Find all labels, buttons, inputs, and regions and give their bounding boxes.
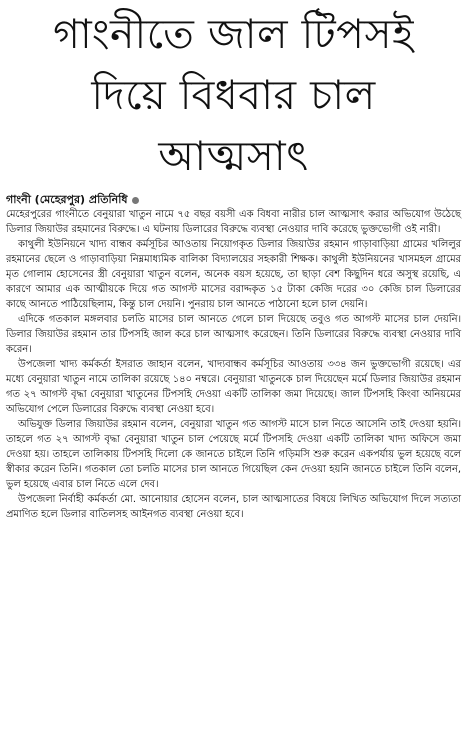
article-body (6, 207, 461, 522)
article-paragraph: অভিযুক্ত ডিলার জিয়াউর রহমান বলেন, বেনুয়ারা খাতুন গত আগস্ট মাসে চাল নিতে আসেনি তাই দেওয়া হয়নি। তাহলে গত ২৭ আগস্ট বৃদ্ধা বেনুয়ারা খাতুন চাল পেয়েছে মর্মে টিপসহি দেওয়া একটি তালিকা খাদ্য অফিসে জমা দেওয়া হয়। তাহলে তালিকায় টিপসহি দিলো কে জানতে চাইলে তিনি গড়িমসি শুরু করেন একপর্যায় ভুল হয়েছে বলে স্বীকার করেন তিনি। গতকাল তো চলতি মাসের চাল আনতে গিয়েছিল কেন দেওয়া হয়নি জানতে চাইলে তিনি বলেন, ভুল হয়েছে এবার চাল নিতে এলে দেব। (6, 419, 461, 490)
bullet-dot-icon (132, 197, 139, 204)
headline-line-1: গাংনীতে জাল টিপসই (53, 10, 414, 58)
headline (6, 0, 461, 187)
article-paragraph: মেহেরপুরের গাংনীতে বেনুয়ারা খাতুন নামে ৭৫ বছর বয়সী এক বিধবা নারীর চাল আত্মসাৎ করার অভিযোগ উঠেছে ডিলার জিয়াউর রহমানের বিরুদ্ধে। এ ঘটনায় ডিলারের বিরুদ্ধে ব্যবস্থা নেওয়ার দাবি করেছে ভুক্তভোগী ওই নারী। (6, 209, 461, 235)
byline-text: গাংনী (মেহেরপুর) প্রতিনিধি (6, 193, 128, 206)
article-paragraph: কাথুলী ইউনিয়নে খাদ্য বান্ধব কর্মসূচির আওতায় নিয়োগকৃত ডিলার জিয়াউর রহমান গাড়াবাড়িয়া গ্রামের খলিলুর রহমানের ছেলে ও গাড়াবাড়িয়া নিম্নমাধ্যমিক বালিকা বিদ্যালয়ের সহকারী শিক্ষক। কাথুলী ইউনিয়নের খাসমহল গ্রামের মৃত গোলাম হোসেনের স্ত্রী বেনুয়ারা খাতুন বলেন, অনেক বয়স হয়েছে, তা ছাড়া বেশ কিছুদিন ধরে অসুস্থ রয়েছি, এ কারণে আমার এক আত্মীয়কে দিয়ে গত আগস্ট মাসের বরাদ্দকৃত ১৫ টাকা কেজি দরের ৩০ কেজি চাল ডিলারের কাছে আনতে পাঠিয়েছিলাম, কিন্তু চাল দেয়নি। পুনরায় চাল আনতে পাঠানো হলে চাল দেয়নি। (6, 239, 461, 310)
headline-line-3: আত্মসাৎ (158, 132, 309, 180)
article-paragraph: উপজেলা খাদ্য কর্মকর্তা ইসরাত জাহান বলেন, খাদ্যবান্ধব কর্মসূচির আওতায় ৩৩৪ জন ভুক্তভোগী রয়েছে। এর মধ্যে বেনুয়ারা খাতুন নামে তালিকা রয়েছে ১৪০ নম্বরে। বেনুয়ারা খাতুনকে চাল দিয়েছেন মর্মে ডিলার জিয়াউর রহমান গত ২৭ আগস্ট বৃদ্ধা বেনুয়ারা খাতুনের টিপসহি দেওয়া একটি তালিকা জমা দিয়েছে। জাল টিপসহি কিংবা অনিয়মের অভিযোগ পেলে ডিলারের বিরুদ্ধে ব্যবস্থা নেওয়া হবে। (6, 359, 461, 415)
byline (6, 192, 461, 207)
article-paragraph: উপজেলা নির্বাহী কর্মকর্তা মো. আনোয়ার হোসেন বলেন, চাল আত্মসাতের বিষয়ে লিখিত অভিযোগ দিলে সত্যতা প্রমাণিত হলে ডিলার বাতিলসহ আইনগত ব্যবস্থা নেওয়া হবে। (6, 494, 461, 520)
article-paragraph: এদিকে গতকাল মঙ্গলবার চলতি মাসের চাল আনতে গেলে চাল দিয়েছে তবুও গত আগস্ট মাসের চাল দেয়নি। ডিলার জিয়াউর রহমান তার টিপসহি জাল করে চাল আত্মসাৎ করেছেন। তিনি ডিলারের বিরুদ্ধে ব্যবস্থা নেওয়ার দাবি করেন। (6, 314, 461, 355)
headline-line-2: দিয়ে বিধবার চাল (91, 71, 376, 119)
